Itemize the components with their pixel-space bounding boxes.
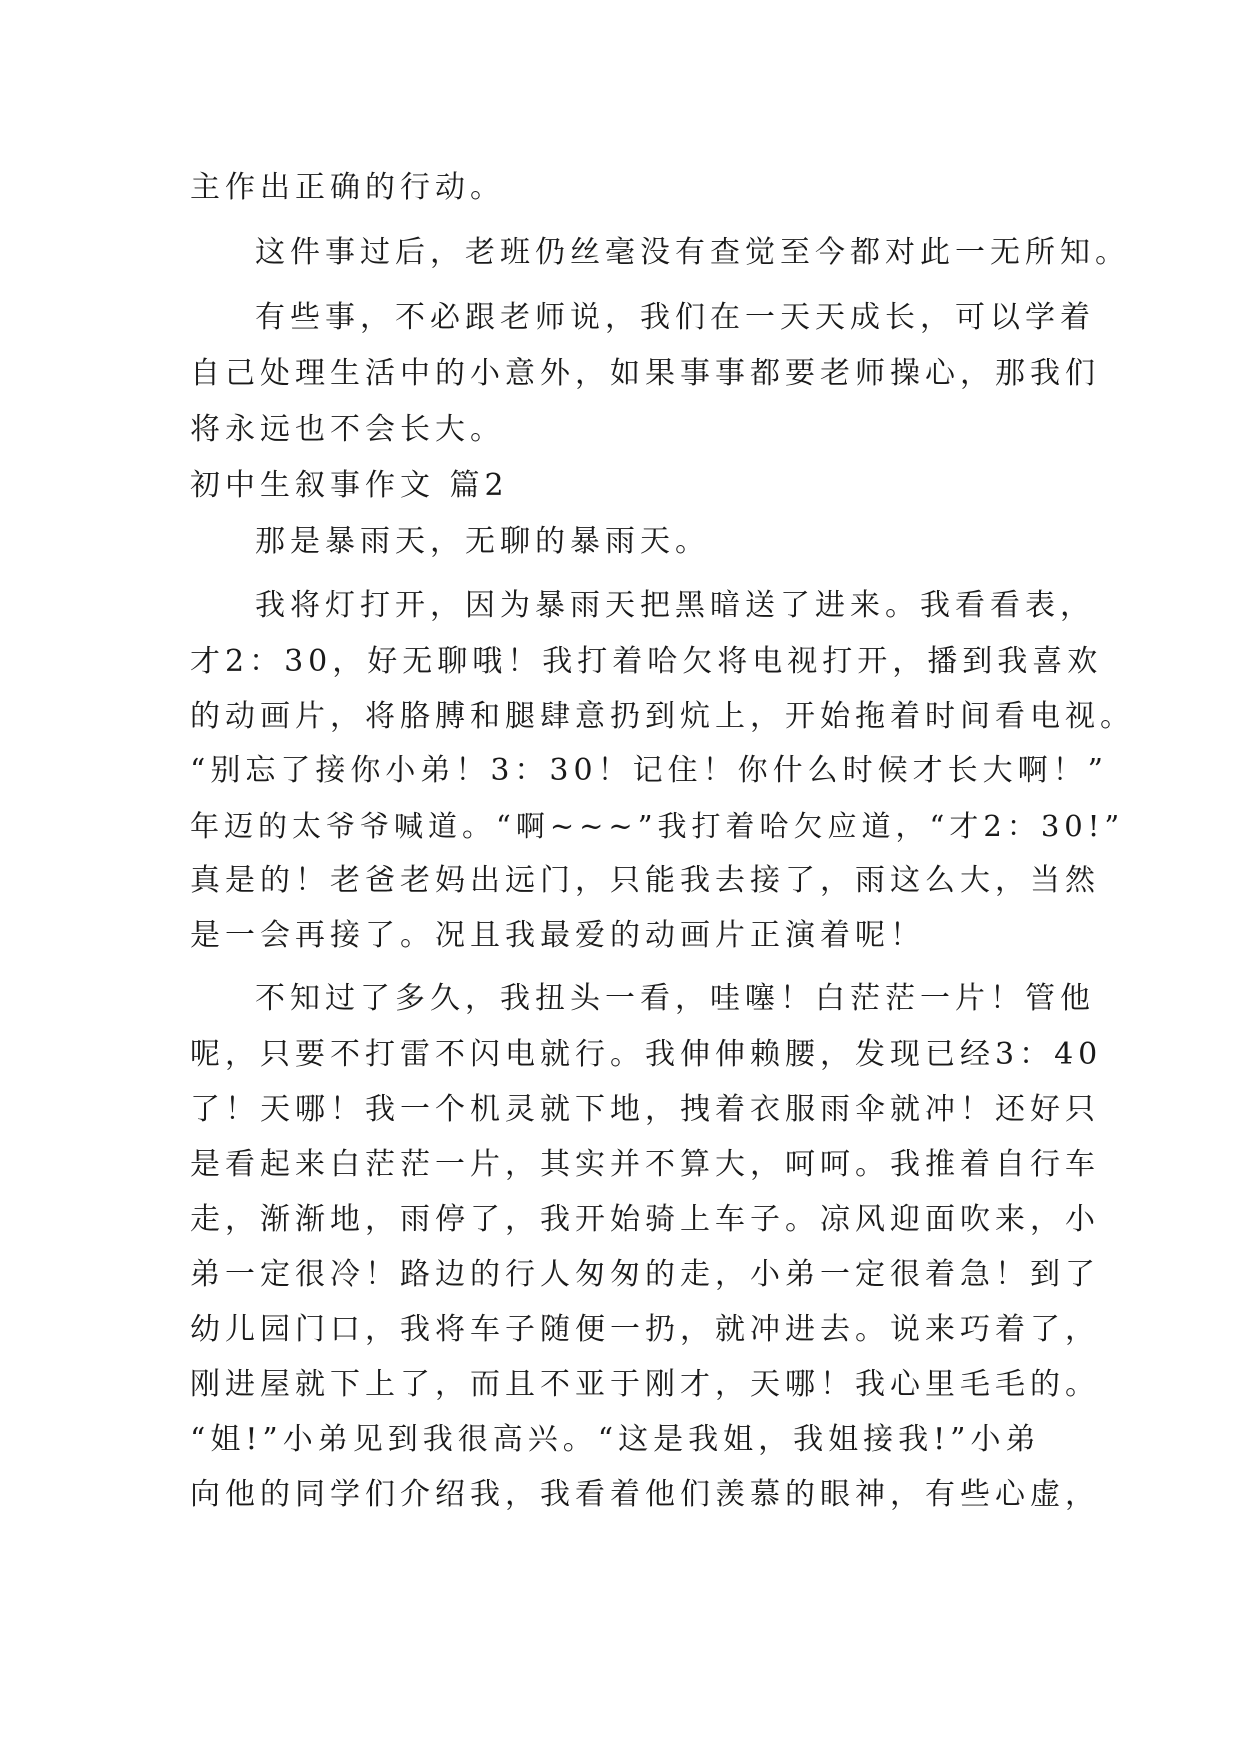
text-line: 是看起来白茫茫一片，其实并不算大，呵呵。我推着自行车 <box>190 1147 1100 1182</box>
text-line: 主作出正确的行动。 <box>190 170 505 205</box>
text-line: 的动画片，将胳膊和腿肆意扔到炕上，开始拖着时间看电视。 <box>190 699 1135 734</box>
text-line: 才2：30，好无聊哦！我打着哈欠将电视打开，播到我喜欢 <box>190 644 1103 679</box>
text-line: 将永远也不会长大。 <box>190 412 505 447</box>
text-line: 弟一定很冷！路边的行人匆匆的走，小弟一定很着急！到了 <box>190 1257 1100 1292</box>
text-line: 年迈的太爷爷喊道。“啊~~~”我打着哈欠应道，“才2：30!” <box>190 809 1125 843</box>
text-line: 向他的同学们介绍我，我看着他们羡慕的眼神，有些心虚， <box>190 1477 1100 1512</box>
text-line: 有些事，不必跟老师说，我们在一天天成长，可以学着 <box>255 300 1095 335</box>
text-line: 这件事过后，老班仍丝毫没有查觉至今都对此一无所知。 <box>255 235 1130 270</box>
text-line: 我将灯打开，因为暴雨天把黑暗送了进来。我看看表， <box>255 588 1095 623</box>
text-line: 是一会再接了。况且我最爱的动画片正演着呢！ <box>190 918 925 953</box>
section-heading: 初中生叙事作文 篇2 <box>190 468 509 503</box>
text-line: 不知过了多久，我扭头一看，哇噻！白茫茫一片！管他 <box>255 981 1095 1016</box>
text-line: 真是的！老爸老妈出远门，只能我去接了，雨这么大，当然 <box>190 863 1100 898</box>
text-line: “姐!”小弟见到我很高兴。“这是我姐，我姐接我!”小弟 <box>190 1422 1041 1457</box>
text-line: 自己处理生活中的小意外，如果事事都要老师操心，那我们 <box>190 356 1100 391</box>
text-line: 幼儿园门口，我将车子随便一扔，就冲进去。说来巧着了， <box>190 1312 1100 1347</box>
text-line: 了！天哪！我一个机灵就下地，拽着衣服雨伞就冲！还好只 <box>190 1092 1100 1127</box>
text-line: 刚进屋就下上了，而且不亚于刚才，天哪！我心里毛毛的。 <box>190 1367 1100 1402</box>
text-line: “别忘了接你小弟！3：30！记住！你什么时候才长大啊！” <box>190 753 1108 788</box>
text-line: 那是暴雨天，无聊的暴雨天。 <box>255 524 710 559</box>
text-line: 呢，只要不打雷不闪电就行。我伸伸赖腰，发现已经3：40 <box>190 1037 1103 1072</box>
text-line: 走，渐渐地，雨停了，我开始骑上车子。凉风迎面吹来，小 <box>190 1202 1100 1237</box>
